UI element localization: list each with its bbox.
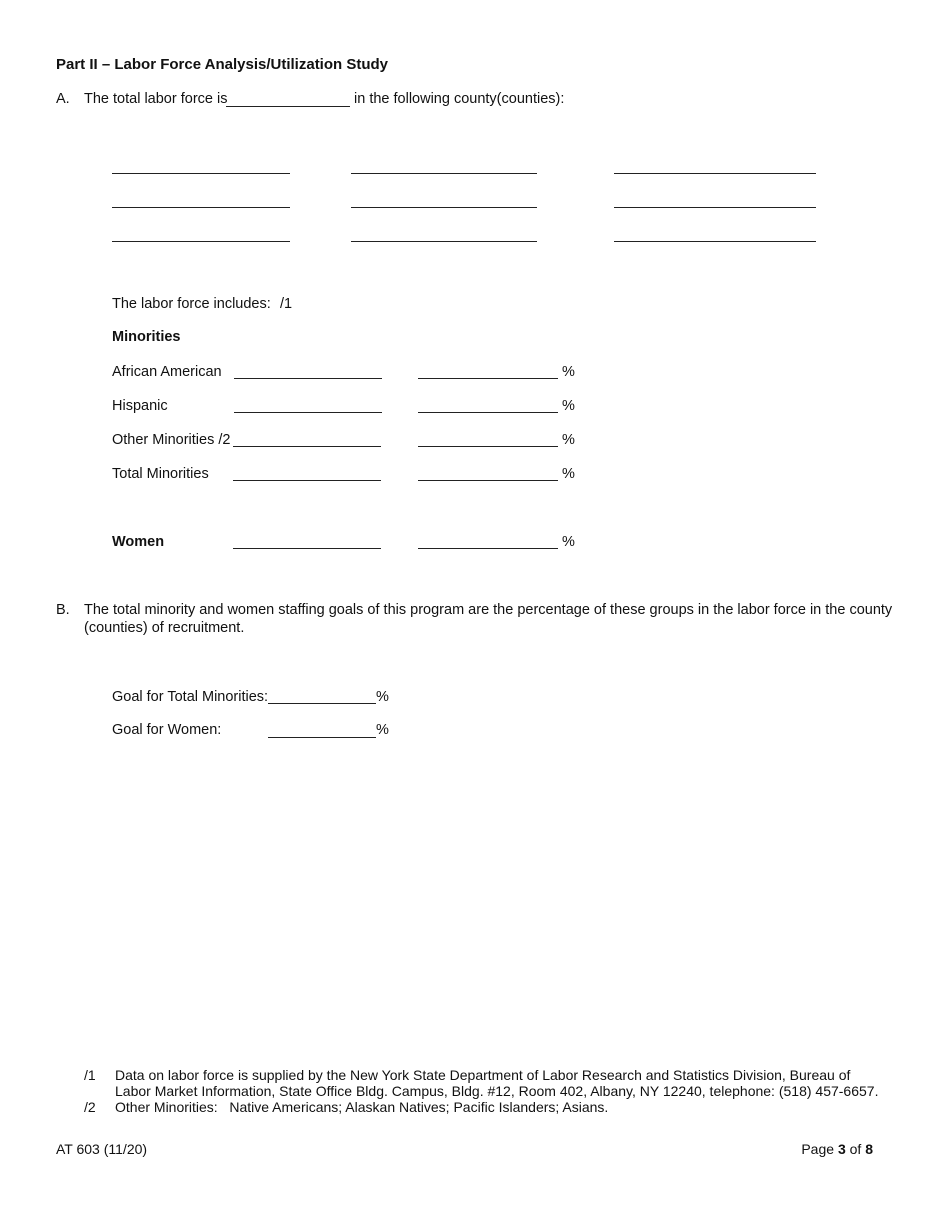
county-field-7[interactable]: [112, 241, 290, 242]
section-a-text-before: The total labor force is: [84, 91, 228, 107]
page-number: [801, 1141, 873, 1157]
row-label-other-minorities: Other Minorities /2: [112, 432, 231, 448]
percent-sign: %: [376, 722, 389, 738]
section-b-marker: B.: [56, 602, 70, 618]
form-id: AT 603 (11/20): [56, 1141, 148, 1157]
african-american-count-field[interactable]: [234, 378, 382, 379]
footnote-1-line-1: Data on labor force is supplied by the New York State Department of Labor Research and Statistics Division, Bureau of: [115, 1067, 851, 1083]
total-minorities-percent-field[interactable]: [418, 480, 558, 481]
county-field-6[interactable]: [614, 207, 816, 208]
women-count-field[interactable]: [233, 548, 381, 549]
goal-minorities-field[interactable]: [268, 703, 376, 704]
section-b-text-line-2: (counties) of recruitment.: [84, 620, 245, 636]
footnote-1-line-2: Labor Market Information, State Office Bldg. Campus, Bldg. #12, Room 402, Albany, NY 12240, telephone: (518) 457-6657.: [115, 1083, 879, 1099]
county-field-1[interactable]: [112, 173, 290, 174]
page-total: 8: [865, 1141, 873, 1157]
page-prefix: Page: [801, 1141, 835, 1157]
footnote-marker-2: /2: [84, 1099, 96, 1115]
minorities-heading: Minorities: [112, 329, 181, 345]
percent-sign: %: [562, 534, 575, 550]
footnote-ref-1: /1: [280, 296, 293, 312]
footnote-2-line-1: Other Minorities: Native Americans; Alaskan Natives; Pacific Islanders; Asians.: [115, 1099, 609, 1115]
goal-women-field[interactable]: [268, 737, 376, 738]
footnote-marker-1: /1: [84, 1067, 96, 1083]
goal-women-label: Goal for Women:: [112, 722, 222, 738]
county-field-9[interactable]: [614, 241, 816, 242]
total-labor-force-field[interactable]: [226, 106, 350, 107]
county-field-4[interactable]: [112, 207, 290, 208]
hispanic-percent-field[interactable]: [418, 412, 558, 413]
row-label-total-minorities: Total Minorities: [112, 466, 209, 482]
page-title: Part II – Labor Force Analysis/Utilization Study: [56, 56, 389, 73]
section-a-text-after: in the following county(counties):: [354, 91, 565, 107]
other-minorities-percent-field[interactable]: [418, 446, 558, 447]
row-label-hispanic: Hispanic: [112, 398, 168, 414]
county-field-3[interactable]: [614, 173, 816, 174]
other-minorities-count-field[interactable]: [233, 446, 381, 447]
african-american-percent-field[interactable]: [418, 378, 558, 379]
percent-sign: %: [562, 466, 575, 482]
percent-sign: %: [562, 364, 575, 380]
labor-force-includes-label: The labor force includes:: [112, 296, 271, 312]
row-label-women: Women: [112, 534, 165, 550]
county-field-8[interactable]: [351, 241, 537, 242]
percent-sign: %: [562, 398, 575, 414]
total-minorities-count-field[interactable]: [233, 480, 381, 481]
row-label-african-american: African American: [112, 364, 222, 380]
percent-sign: %: [376, 689, 389, 705]
women-percent-field[interactable]: [418, 548, 558, 549]
county-field-2[interactable]: [351, 173, 537, 174]
hispanic-count-field[interactable]: [234, 412, 382, 413]
county-field-5[interactable]: [351, 207, 537, 208]
page-of: of: [849, 1141, 862, 1157]
percent-sign: %: [562, 432, 575, 448]
page-current: 3: [837, 1141, 846, 1157]
goal-minorities-label: Goal for Total Minorities:: [112, 689, 269, 705]
section-a-marker: A.: [56, 91, 70, 107]
section-b-text-line-1: The total minority and women staffing goals of this program are the percentage of these groups in the labor force in the county: [84, 602, 893, 618]
